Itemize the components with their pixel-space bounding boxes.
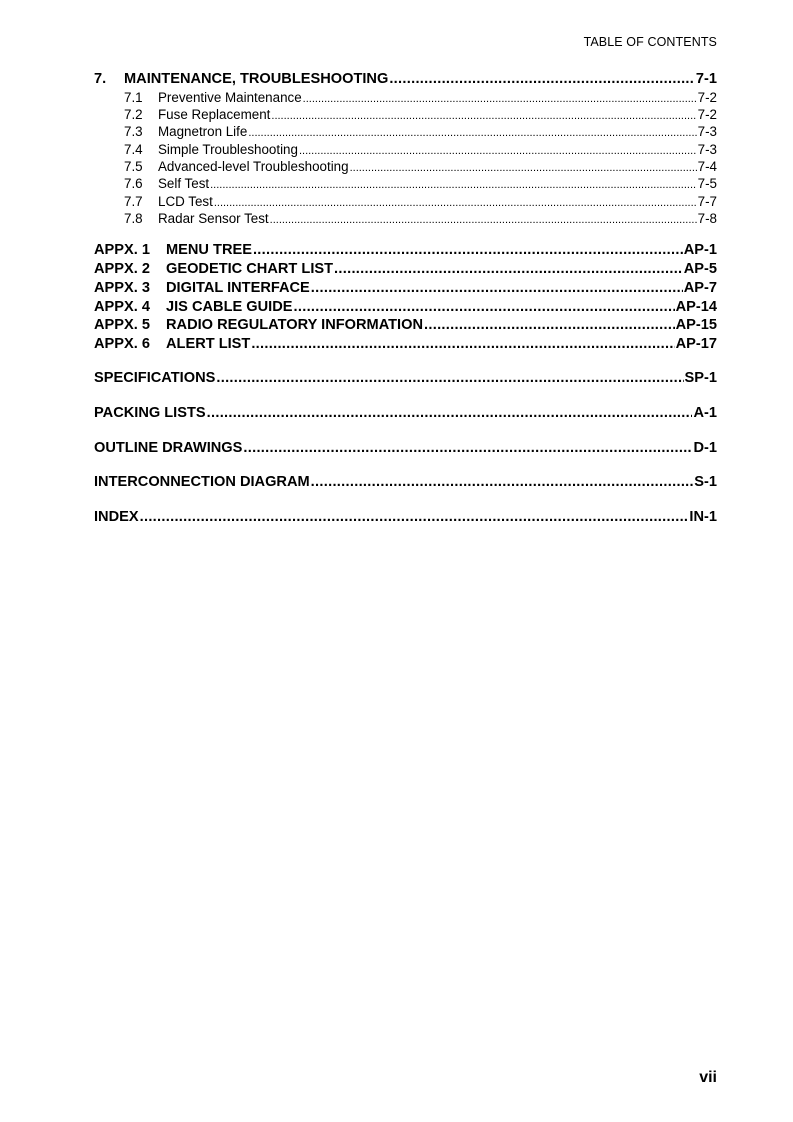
- toc-section-entry[interactable]: [94, 89, 717, 106]
- toc-section-entry[interactable]: [94, 158, 717, 175]
- entry-title: OUTLINE DRAWINGS: [94, 439, 243, 456]
- section-page: 7-4: [697, 158, 717, 174]
- section-title: Magnetron Life: [158, 124, 248, 140]
- dot-leader: [303, 91, 697, 108]
- appendix-number: APPX. 5: [94, 317, 150, 334]
- appendix-page: AP-17: [675, 336, 717, 353]
- entry-title: PACKING LISTS: [94, 404, 206, 421]
- appendix-title: RADIO REGULATORY INFORMATION: [166, 317, 424, 334]
- toc-section-entry[interactable]: [94, 123, 717, 140]
- dot-leader: [424, 316, 675, 335]
- appendix-title: GEODETIC CHART LIST: [166, 260, 334, 277]
- dot-leader: [311, 473, 694, 492]
- page-number: vii: [699, 1069, 717, 1086]
- section-title: Preventive Maintenance: [158, 89, 302, 105]
- dot-leader: [243, 439, 692, 458]
- toc-section-entry[interactable]: [94, 106, 717, 123]
- toc-appendix-entry[interactable]: [94, 241, 717, 260]
- toc-index-entry[interactable]: [94, 508, 717, 527]
- entry-page: A-1: [693, 404, 717, 421]
- dot-leader: [251, 335, 674, 354]
- dot-leader: [334, 260, 683, 279]
- section-number: 7.5: [124, 158, 143, 174]
- dot-leader: [389, 70, 695, 89]
- section-title: Self Test: [158, 176, 210, 192]
- dot-leader: [294, 298, 675, 317]
- entry-page: D-1: [693, 439, 717, 456]
- chapter-number: 7.: [94, 71, 107, 87]
- appendix-title: DIGITAL INTERFACE: [166, 279, 310, 296]
- appendix-number: APPX. 1: [94, 242, 150, 259]
- toc-appendix-entry[interactable]: [94, 316, 717, 335]
- section-title: Advanced-level Troubleshooting: [158, 158, 349, 174]
- appendix-page: AP-1: [683, 242, 717, 259]
- toc-section-entry[interactable]: [94, 193, 717, 210]
- appendix-number: APPX. 2: [94, 260, 150, 277]
- dot-leader: [216, 369, 683, 388]
- section-title: LCD Test: [158, 193, 213, 209]
- entry-title: INDEX: [94, 509, 139, 526]
- appendix-page: AP-15: [675, 317, 717, 334]
- toc-section-entry[interactable]: [94, 141, 717, 158]
- section-page: 7-8: [697, 210, 717, 226]
- chapter-page: 7-1: [695, 71, 717, 87]
- dot-leader: [311, 279, 683, 298]
- dot-leader: [214, 195, 697, 212]
- section-page: 7-2: [697, 107, 717, 123]
- section-number: 7.6: [124, 176, 143, 192]
- dot-leader: [271, 108, 696, 125]
- section-title: Simple Troubleshooting: [158, 141, 298, 157]
- running-header: TABLE OF CONTENTS: [583, 35, 717, 49]
- dot-leader: [299, 143, 697, 160]
- appendix-number: APPX. 4: [94, 298, 150, 315]
- dot-leader: [350, 160, 697, 177]
- toc-interconnection-diagram-entry[interactable]: [94, 473, 717, 492]
- section-number: 7.4: [124, 141, 143, 157]
- appendix-title: ALERT LIST: [166, 336, 251, 353]
- section-page: 7-3: [697, 141, 717, 157]
- toc-outline-drawings-entry[interactable]: [94, 439, 717, 458]
- dot-leader: [253, 241, 683, 260]
- entry-page: SP-1: [684, 369, 717, 386]
- entry-title: SPECIFICATIONS: [94, 369, 216, 386]
- toc-appendix-entry[interactable]: [94, 260, 717, 279]
- section-number: 7.7: [124, 193, 143, 209]
- dot-leader: [140, 508, 689, 527]
- appendix-title: JIS CABLE GUIDE: [166, 298, 293, 315]
- dot-leader: [248, 125, 696, 142]
- section-page: 7-2: [697, 89, 717, 105]
- section-number: 7.2: [124, 107, 143, 123]
- appendix-page: AP-5: [683, 260, 717, 277]
- appendix-title: MENU TREE: [166, 242, 252, 259]
- dot-leader: [210, 177, 697, 194]
- section-number: 7.3: [124, 124, 143, 140]
- toc-appendix-entry[interactable]: [94, 298, 717, 317]
- appendix-page: AP-7: [683, 279, 717, 296]
- section-page: 7-3: [697, 124, 717, 140]
- table-of-contents: [94, 70, 717, 527]
- appendix-page: AP-14: [675, 298, 717, 315]
- appendix-number: APPX. 3: [94, 279, 150, 296]
- toc-section-entry[interactable]: [94, 210, 717, 227]
- section-number: 7.1: [124, 89, 143, 105]
- toc-appendix-entry[interactable]: [94, 335, 717, 354]
- toc-chapter-entry[interactable]: [94, 70, 717, 89]
- entry-page: IN-1: [689, 509, 717, 526]
- toc-packing-lists-entry[interactable]: [94, 404, 717, 423]
- entry-title: INTERCONNECTION DIAGRAM: [94, 474, 310, 491]
- toc-specifications-entry[interactable]: [94, 369, 717, 388]
- entry-page: S-1: [694, 474, 717, 491]
- section-number: 7.8: [124, 210, 143, 226]
- section-title: Radar Sensor Test: [158, 210, 269, 226]
- appendix-number: APPX. 6: [94, 336, 150, 353]
- dot-leader: [207, 404, 693, 423]
- toc-appendix-entry[interactable]: [94, 279, 717, 298]
- dot-leader: [270, 212, 697, 229]
- section-title: Fuse Replacement: [158, 107, 271, 123]
- section-page: 7-7: [697, 193, 717, 209]
- chapter-title: MAINTENANCE, TROUBLESHOOTING: [124, 71, 389, 87]
- section-page: 7-5: [697, 176, 717, 192]
- toc-section-entry[interactable]: [94, 175, 717, 192]
